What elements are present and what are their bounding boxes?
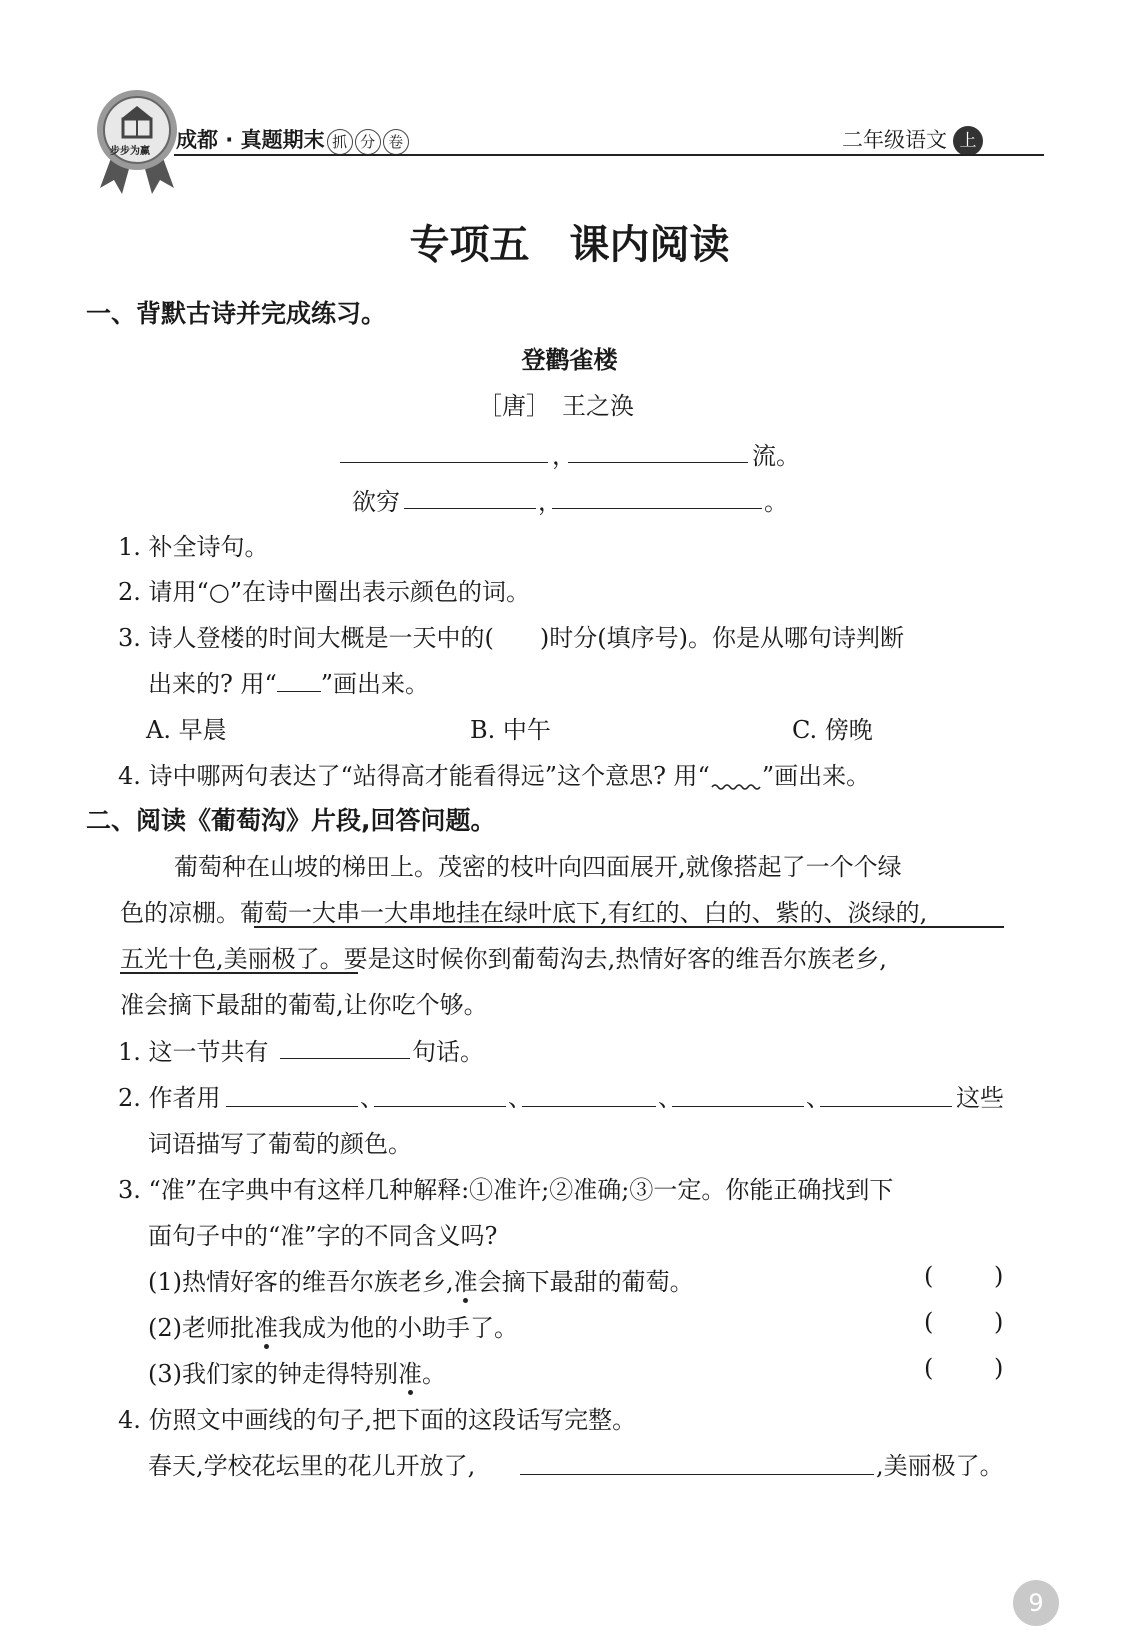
s2-q2-sep-3: 、 [658, 1084, 682, 1112]
passage-line-4: 准会摘下最甜的葡萄,让你吃个够。 [120, 991, 488, 1019]
poem-blank-3[interactable] [404, 508, 536, 509]
passage-line-3 [120, 939, 887, 974]
s1-question-3 [118, 618, 904, 653]
page-number: 9 [1013, 1580, 1059, 1626]
sub3-paren-close: ) [994, 1354, 1004, 1382]
circled-char-2: 分 [355, 129, 381, 155]
circled-char-1: 抓 [327, 129, 353, 155]
s1-q3-option-c: C. 傍晚 [792, 716, 873, 744]
s2-q3-sub-2 [148, 1308, 518, 1343]
s2-q3-sub-3 [148, 1354, 446, 1389]
s1-q3-option-a: A. 早晨 [146, 716, 227, 744]
s2-q2-a: 2. 作者用 [118, 1084, 221, 1112]
sub1-paren-open: ( [924, 1262, 934, 1290]
circled-char-3: 卷 [383, 129, 409, 155]
passage-line-2b: 葡萄一大串一大串地挂在绿叶底下,有红的、白的、紫的、淡绿的, [240, 899, 928, 927]
passage-underline-1 [254, 926, 1004, 928]
section2-heading: 二、阅读《葡萄沟》片段,回答问题。 [86, 806, 496, 835]
grade-subject-label: 二年级语文 [842, 128, 947, 152]
s1-q3-line2-a: 出来的? 用“ [148, 670, 277, 698]
s1-q3-part1: 3. 诗人登楼的时间大概是一天中的( [118, 624, 494, 652]
s2-q2-sep-1: 、 [360, 1084, 384, 1112]
sub2-text-b: 我成为他的小助手了。 [278, 1314, 518, 1342]
sub3-text-b: 。 [422, 1360, 446, 1388]
passage-line-1: 葡萄种在山坡的梯田上。茂密的枝叶向四面展开,就像搭起了一个个绿 [174, 853, 902, 881]
poem-blank-2[interactable] [568, 462, 748, 463]
s2-q2-line2: 词语描写了葡萄的颜色。 [148, 1130, 412, 1158]
s2-q2-blank-1[interactable] [226, 1106, 358, 1107]
s1-q4-b: ”画出来。 [761, 762, 871, 790]
poem-line1-end: 流。 [752, 442, 800, 470]
s1-q3-part2: )时分(填序号)。你是从哪句诗判断 [539, 624, 904, 652]
sub2-paren-close: ) [994, 1308, 1004, 1336]
poem-blank-1[interactable] [340, 462, 548, 463]
emphasized-char-zhun: 准 [254, 1308, 278, 1343]
page-title: 专项五 课内阅读 [409, 222, 730, 268]
sub3-text-a: (3)我们家的钟走得特别 [148, 1360, 398, 1388]
passage-underline-2 [120, 972, 358, 974]
s2-q2-blank-5[interactable] [820, 1106, 952, 1107]
s2-q2-blank-4[interactable] [672, 1106, 804, 1107]
wavy-underline-icon [710, 767, 762, 791]
section1-heading: 一、背默古诗并完成练习。 [86, 299, 387, 328]
book-title-prefix: 成都 · 真题期末 [176, 128, 325, 152]
s1-question-1: 1. 补全诗句。 [118, 533, 269, 561]
emphasized-char-zhun: 准 [398, 1354, 422, 1389]
sub2-text-a: (2)老师批 [148, 1314, 254, 1342]
s1-question-3-line2 [148, 664, 429, 699]
s2-q4-line2a: 春天,学校花坛里的花儿开放了, [148, 1452, 476, 1480]
s1-q4-a: 4. 诗中哪两句表达了“站得高才能看得远”这个意思? 用“ [118, 762, 710, 790]
s1-q3-line2-b: ”画出来。 [320, 670, 430, 698]
sub1-answer-box[interactable] [936, 1262, 990, 1292]
s2-question-4: 4. 仿照文中画线的句子,把下面的这段话写完整。 [118, 1406, 637, 1434]
s2-q1-a: 1. 这一节共有 [118, 1038, 269, 1066]
grade-subject [842, 124, 983, 156]
poem-line2-start: 欲穷 [352, 488, 400, 516]
sub3-paren-open: ( [924, 1354, 934, 1382]
poem-title: 登鹳雀楼 [521, 346, 618, 374]
passage-line-3a: 五光十色,美丽极了。 [120, 945, 344, 973]
passage-line-2a: 色的凉棚。 [120, 899, 240, 927]
sub1-paren-close: ) [994, 1262, 1004, 1290]
sub3-answer-box[interactable] [936, 1354, 990, 1384]
s2-q2-sep-2: 、 [508, 1084, 532, 1112]
poem-author: ［唐］ 王之涣 [478, 392, 634, 420]
s2-q1-blank[interactable] [280, 1058, 410, 1059]
poem-comma-2: ， [538, 488, 562, 516]
volume-tag: 上 [953, 126, 983, 156]
header-rule [174, 154, 1044, 156]
sub2-paren-open: ( [924, 1308, 934, 1336]
s2-q2-blank-3[interactable] [522, 1106, 656, 1107]
s1-question-4 [118, 756, 870, 791]
book-title [176, 124, 409, 155]
s2-q1-b: 句话。 [412, 1038, 484, 1066]
s1-q3-option-b: B. 中午 [470, 716, 551, 744]
emphasized-char-zhun: 准 [454, 1262, 478, 1297]
s2-q2-blank-2[interactable] [374, 1106, 506, 1107]
poem-comma-1: ， [552, 442, 576, 470]
passage-line-2 [120, 893, 927, 928]
sub1-text-b: 会摘下最甜的葡萄。 [477, 1268, 694, 1296]
s2-q4-line2b: ,美丽极了。 [876, 1452, 1004, 1480]
poem-line2-end: 。 [764, 488, 788, 516]
s2-q4-blank[interactable] [520, 1474, 874, 1475]
sub2-answer-box[interactable] [936, 1308, 990, 1338]
straight-underline-icon [277, 671, 321, 692]
s2-q3-line1: 3. “准”在字典中有这样几种解释:①准许;②准确;③一定。你能正确找到下 [118, 1176, 894, 1204]
poem-blank-4[interactable] [552, 508, 762, 509]
badge-text: 步步为赢 [110, 146, 150, 157]
passage-line-3b: 要是这时候你到葡萄沟去,热情好客的维吾尔族老乡, [343, 945, 887, 973]
sub1-text-a: (1)热情好客的维吾尔族老乡, [148, 1268, 454, 1296]
s2-q2-b: 这些 [956, 1084, 1004, 1112]
s2-q3-sub-1 [148, 1262, 694, 1297]
s2-q3-line2: 面句子中的“准”字的不同含义吗? [148, 1222, 498, 1250]
s2-q2-sep-4: 、 [806, 1084, 830, 1112]
s1-question-2: 2. 请用“○”在诗中圈出表示颜色的词。 [118, 578, 531, 606]
